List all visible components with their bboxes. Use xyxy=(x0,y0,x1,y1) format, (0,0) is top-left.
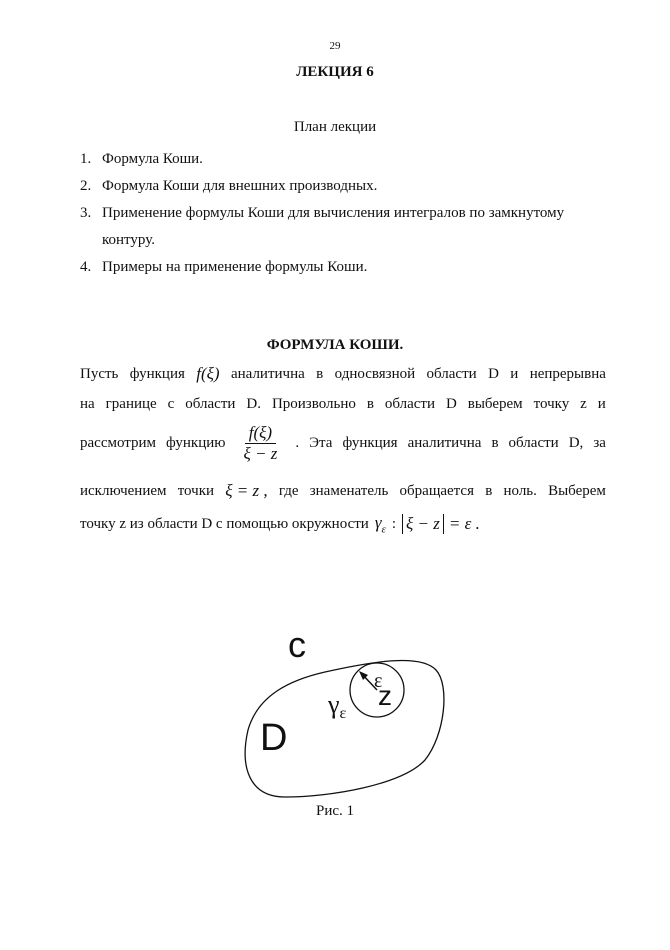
word: аналитична xyxy=(230,365,305,382)
plan-item xyxy=(80,173,600,200)
word: границе xyxy=(105,396,157,412)
lecture-title: ЛЕКЦИЯ 6 xyxy=(296,64,374,80)
word: . xyxy=(295,435,300,451)
word: области xyxy=(384,396,436,412)
gamma-symbol: γ xyxy=(374,513,382,532)
word: D. xyxy=(246,396,261,412)
plan-item-text: Формула Коши. xyxy=(102,151,203,167)
word: рассмотрим xyxy=(80,435,157,451)
word: в xyxy=(316,365,324,382)
gamma-symbol: γ xyxy=(328,690,340,719)
plan-item xyxy=(80,146,600,173)
word: односвязной xyxy=(334,365,416,382)
word: и xyxy=(597,396,606,412)
word: Эта xyxy=(309,435,333,451)
word: функция xyxy=(129,365,185,382)
word: непрерывна xyxy=(529,365,606,382)
paragraph-line-4 xyxy=(80,481,606,501)
word: D, xyxy=(568,435,584,451)
word: аналитична xyxy=(407,435,482,451)
formula-f-xi: f(ξ) xyxy=(196,364,220,383)
figure-caption: Рис. 1 xyxy=(315,803,355,819)
plan-item xyxy=(80,254,600,281)
figure-domain-diagram xyxy=(230,625,460,805)
gamma-subscript: ε xyxy=(339,705,347,722)
absolute-value: ξ − z xyxy=(402,514,444,534)
fraction-f-xi-over-xi-minus-z xyxy=(239,424,281,463)
paragraph-line-3 xyxy=(80,424,606,463)
word: ноль. xyxy=(503,482,537,499)
colon: : xyxy=(391,515,397,532)
word: в xyxy=(491,435,499,451)
paragraph-line-5 xyxy=(80,513,606,535)
plan-item-number: 3. xyxy=(80,205,92,221)
plan-item-text: Формула Коши для внешних производных. xyxy=(102,178,378,194)
plan-item-number: 1. xyxy=(80,151,92,167)
word: обращается xyxy=(399,482,474,499)
label-gamma xyxy=(327,690,347,722)
equals-epsilon: = ε . xyxy=(448,514,480,534)
plan-item-text: контуру. xyxy=(102,232,155,248)
paragraph-line-2 xyxy=(80,396,606,413)
word: D xyxy=(445,396,457,412)
fraction-denominator: ξ − z xyxy=(243,444,278,463)
word: c xyxy=(167,396,175,412)
label-epsilon: ε xyxy=(374,670,383,692)
word: знаменатель xyxy=(309,482,389,499)
word: выберем xyxy=(467,396,523,412)
plan-item xyxy=(80,200,600,227)
label-D: D xyxy=(260,717,288,759)
plan-item-text: Примеры на применение формулы Коши. xyxy=(102,259,368,275)
word: D xyxy=(488,365,499,382)
label-c: c xyxy=(288,625,306,665)
word: Произвольно xyxy=(271,396,356,412)
word: точку xyxy=(533,396,570,412)
word: и xyxy=(510,365,519,382)
word: функция xyxy=(342,435,398,451)
word: Пусть xyxy=(80,365,119,382)
word: z xyxy=(580,396,587,412)
word: за xyxy=(593,435,606,451)
word: функцию xyxy=(166,435,226,451)
formula-xi-equals-z: ξ = z , xyxy=(225,481,268,500)
word: где xyxy=(278,482,299,499)
plan-item xyxy=(80,227,600,254)
word: Выберем xyxy=(548,482,606,499)
paragraph-line-1 xyxy=(80,364,606,384)
plan-title: План лекции xyxy=(293,119,377,135)
section-title: ФОРМУЛА КОШИ. xyxy=(266,337,404,353)
plan-item-number: 2. xyxy=(80,178,92,194)
plan-item-number: 4. xyxy=(80,259,92,275)
word: исключением xyxy=(80,482,167,499)
formula-gamma-epsilon xyxy=(375,513,386,535)
page-number: 29 xyxy=(329,40,341,52)
epsilon-subscript: ε xyxy=(381,523,386,536)
word: в xyxy=(366,396,374,412)
word: на xyxy=(80,396,95,412)
plan-item-text: Применение формулы Коши для вычисления интегралов по замкнутому xyxy=(102,205,565,221)
word: области xyxy=(185,396,236,412)
word: в xyxy=(485,482,493,499)
word: точки xyxy=(177,482,215,499)
word: области xyxy=(426,365,477,382)
label-z: z xyxy=(378,680,392,711)
fraction-numerator: f(ξ) xyxy=(245,424,276,444)
plan-list xyxy=(80,146,600,281)
word: области xyxy=(508,435,559,451)
line-text: точку z из области D с помощью окружности xyxy=(80,515,369,532)
